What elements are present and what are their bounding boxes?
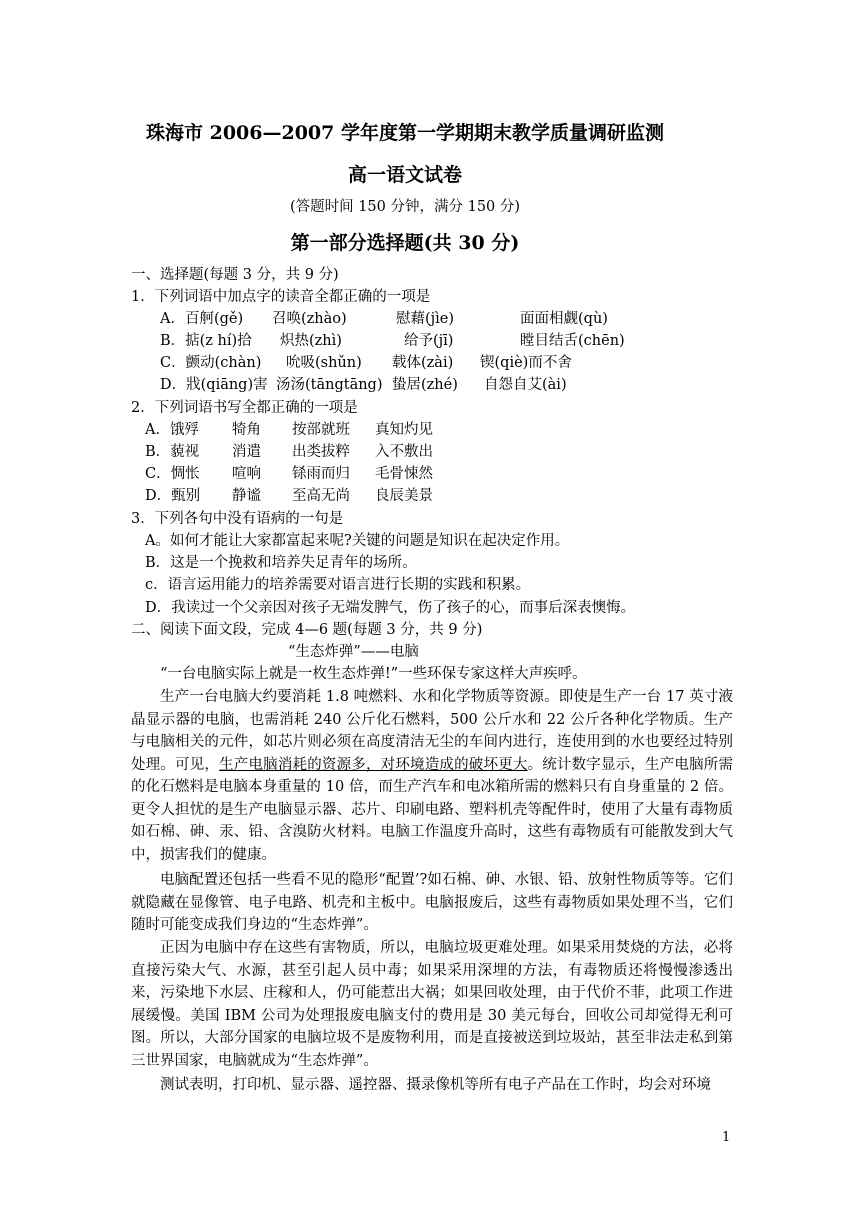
- article-paragraph-4: 正因为电脑中存在这些有害物质，所以，电脑垃圾更难处理。如果采用焚烧的方法，必将直接污染大气、水源，甚至引起人员中毒；如果采用深埋的方法，有毒物质还将慢慢渗透出来，污染地下水层、庄稼和人，仍可能惹出大祸；如果回收处理，由于代价不菲，此项工作进展缓慢。美国 IBM 公司为处理报废电脑支付的费用是 30 美元每台，回收公司却觉得无利可图。所以，大部分国家的电脑垃圾不是废物利用，而是直接被送到垃圾站，甚至非法走私到第三世界国家，电脑就成为“生态炸弹”。: [131, 940, 733, 1069]
- exam-subtitle: 高一语文试卷: [347, 164, 462, 186]
- paragraph-text: 生产一台电脑大约要消耗 1.8 吨燃料、水和化学物质等资源。即使是生产一台 17 英寸液晶显示器的电脑，也需消耗 240 公斤化石燃料，500 公斤水和 22 公斤各种化学物质。生产与电脑相关的元件，如芯片则必须在高度清洁无尘的车间内进行，连使用到的水也要经过特别处理。可见，: [131, 689, 733, 773]
- q2-option-a: [145, 419, 433, 441]
- option-word: 真知灼见: [375, 422, 433, 438]
- q2-option-c: [145, 463, 433, 485]
- option-word: 至高无尚: [292, 488, 350, 504]
- q3-option-c: c．语言运用能力的培养需要对语言进行长期的实践和积累。: [145, 577, 531, 593]
- option-word: 给予(jī): [404, 333, 454, 349]
- q1-option-a: [160, 308, 608, 330]
- option-word: 载体(zài): [392, 355, 454, 371]
- option-word: 铩雨而归: [292, 466, 350, 482]
- option-word: 消遣: [232, 444, 261, 460]
- option-word: 喧响: [232, 466, 261, 482]
- article-title: “生态炸弹”——电脑: [288, 644, 419, 660]
- option-word: A．百舸(gě): [160, 311, 244, 327]
- option-word: 犄角: [232, 422, 261, 438]
- option-word: 锲(qiè)而不舍: [480, 355, 572, 371]
- option-word: 出类拔粹: [292, 444, 350, 460]
- option-word: 良辰美景: [375, 488, 433, 504]
- underlined-sentence: 生产电脑消耗的资源多，对环境造成的破坏更大: [219, 756, 528, 773]
- option-word: 入不敷出: [375, 444, 433, 460]
- q1-option-c: [160, 352, 572, 374]
- option-word: C．颤动(chàn): [160, 355, 262, 371]
- option-word: 召唤(zhào): [272, 311, 347, 327]
- q1-option-b: [160, 330, 625, 352]
- option-word: 慰藉(jìe): [396, 311, 455, 327]
- option-word: D．戕(qiāng)害: [160, 377, 268, 393]
- option-word: B．藐视: [145, 444, 200, 460]
- q3-stem: 3．下列各句中没有语病的一句是: [131, 511, 344, 527]
- article-paragraph-5: 测试表明，打印机、显示器、遥控器、摄录像机等所有电子产品在工作时，均会对环境: [160, 1077, 711, 1093]
- option-word: C．惆怅: [145, 466, 200, 482]
- exam-title: 珠海市 2006—2007 学年度第一学期期末教学质量调研监测: [146, 122, 664, 144]
- q1-stem: 1．下列词语中加点字的读音全都正确的一项是: [131, 289, 431, 305]
- option-word: A．饿殍: [145, 422, 199, 438]
- option-word: 汤汤(tāngtāng): [276, 377, 383, 393]
- exam-time-note: (答题时间 150 分钟，满分 150 分): [289, 199, 521, 215]
- option-word: 按部就班: [292, 422, 350, 438]
- q3-option-a: A。如何才能让大家都富起来呢?关键的问题是知识在起决定作用。: [145, 533, 570, 549]
- q2-option-d: [145, 485, 433, 507]
- option-word: 瞠目结舌(chēn): [520, 333, 625, 349]
- option-word: 吮吸(shǔn): [286, 355, 362, 371]
- page-number: 1: [722, 1130, 731, 1145]
- article-paragraph-2: [131, 686, 733, 866]
- option-word: 自怨自艾(ài): [484, 377, 567, 393]
- paragraph-text: 。统计数字显示，生产电脑所需的化石燃料是电脑本身重量的 10 倍，而生产汽车和电冰箱所需的燃料只有自身重量的 2 倍。更令人担忧的是生产电脑显示器、芯片、印刷电路、塑料机壳等配件时，使用了大量有毒物质如石棉、砷、汞、铅、含溴防火材料。电脑工作温度升高时，这些有毒物质有可能散发到大气中，损害我们的健康。: [131, 756, 733, 863]
- article-paragraph-3: 电脑配置还包括一些看不见的隐形“配置’?如石棉、砷、水银、铅、放射性物质等等。它们就隐藏在显像管、电子电路、机壳和主板中。电脑报废后，这些有毒物质如果处理不当，它们随时可能变成我们身边的“生态炸弹”。: [131, 872, 733, 933]
- q1-option-d: [160, 374, 567, 396]
- option-word: B．掂(z hí)拾: [160, 333, 252, 349]
- option-word: 毛骨悚然: [375, 466, 433, 482]
- section1-heading: 一、选择题(每题 3 分，共 9 分): [131, 267, 339, 283]
- option-word: 面面相觑(qù): [520, 311, 608, 327]
- article-paragraph-1: “一台电脑实际上就是一枚生态炸弹!”一些环保专家这样大声疾呼。: [160, 666, 587, 682]
- option-word: 静谧: [232, 488, 261, 504]
- section2-heading: 二、阅读下面文段，完成 4—6 题(每题 3 分，共 9 分): [131, 622, 483, 638]
- q3-option-b: B．这是一个挽救和培养失足青年的场所。: [145, 555, 417, 571]
- option-word: 蛰居(zhé): [392, 377, 458, 393]
- option-word: 炽热(zhì): [280, 333, 342, 349]
- q3-option-d: D．我读过一个父亲因对孩子无端发脾气，伤了孩子的心，而事后深表懊悔。: [145, 600, 636, 616]
- q2-stem: 2．下列词语书写全都正确的一项是: [131, 400, 358, 416]
- part-heading: 第一部分选择题(共 30 分): [290, 232, 520, 254]
- q2-option-b: [145, 441, 433, 463]
- option-word: D．甄别: [145, 488, 201, 504]
